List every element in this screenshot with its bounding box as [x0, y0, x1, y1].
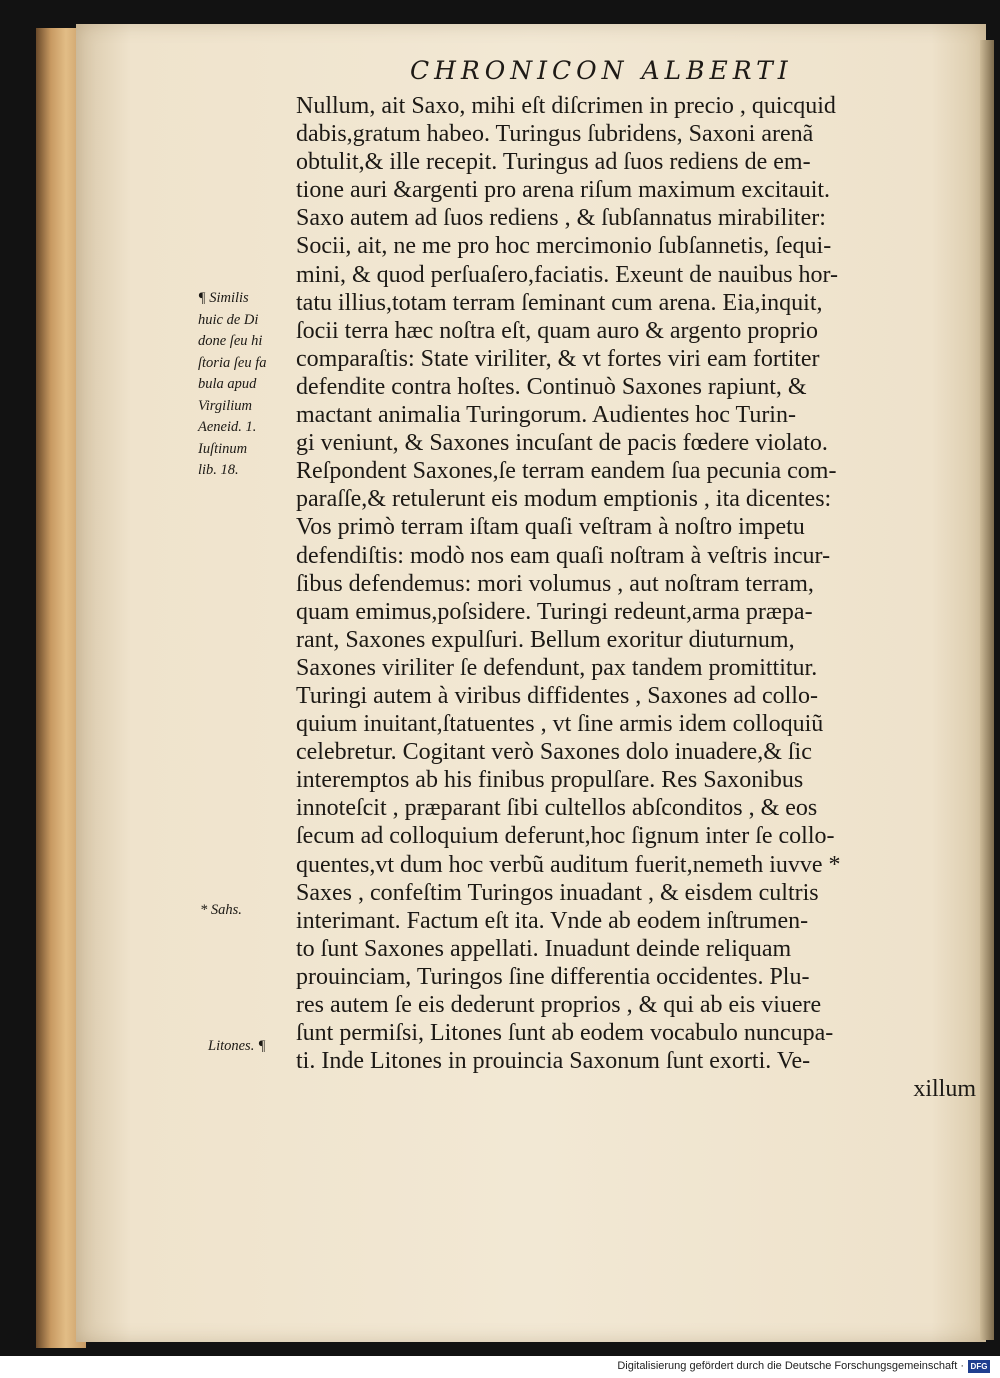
marginal-note-line: Aeneid. 1. [198, 419, 257, 435]
text-line: celebretur. Cogitant verò Saxones dolo inuadere,& ſic [296, 739, 812, 766]
text-line: quium inuitant,ſtatuentes , vt ſine armis idem colloquiũ [296, 711, 824, 738]
text-line: obtulit,& ille recepit. Turingus ad ſuos rediens de em- [296, 149, 811, 176]
catchword: xillum [913, 1076, 976, 1103]
text-line: ſecum ad colloquium deferunt,hoc ſignum inter ſe collo- [296, 823, 835, 850]
text-line: ſocii terra hæc noſtra eſt, quam auro & argento proprio [296, 317, 819, 344]
text-line: interemptos ab his finibus propulſare. Res Saxonibus [296, 767, 804, 794]
marginal-note-line: ¶ Similis [198, 290, 249, 306]
text-line: mini, & quod perſuaſero,faciatis. Exeunt de nauibus hor- [296, 261, 839, 288]
text-line: Turingi autem à viribus diffidentes , Saxones ad collo- [296, 682, 818, 709]
text-line: res autem ſe eis dederunt proprios , & qui ab eis viuere [296, 992, 822, 1018]
text-line: Socii, ait, ne me pro hoc mercimonio ſubſannetis, ſequi- [296, 233, 832, 260]
text-line: innoteſcit , præparant ſibi cultellos abſconditos , & eos [296, 795, 818, 822]
text-line: Reſpondent Saxones,ſe terram eandem ſua pecunia com- [296, 458, 837, 485]
running-head: CHRONICON ALBERTI [410, 56, 793, 85]
marginal-note-line: bula apud [198, 376, 257, 392]
text-line: Saxones viriliter ſe defendunt, pax tandem promittitur. [296, 654, 818, 681]
text-line: defendite contra hoſtes. Continuò Saxones rapiunt, & [296, 373, 807, 400]
marginal-note-line: ſtoria ſeu fa [198, 354, 267, 371]
text-line: Saxes , confeſtim Turingos inuadant , & eisdem cultris [296, 879, 819, 906]
text-line: rant, Saxones expulſuri. Bellum exoritur diuturnum, [296, 626, 795, 653]
text-line: gi veniunt, & Saxones incuſant de pacis fœdere violato. [296, 430, 828, 457]
text-line: Vos primò terram iſtam quaſi veſtram à noſtro impetu [296, 514, 805, 541]
marginal-note-line: Virgilium [198, 397, 252, 414]
dfg-logo: DFG [968, 1360, 990, 1373]
body-text [296, 92, 976, 1103]
text-line: Nullum, ait Saxo, mihi eſt diſcrimen in precio , quicquid [296, 93, 836, 119]
text-line: to ſunt Saxones appellati. Inuadunt deinde reliquam [296, 935, 792, 962]
marginal-note-litones: Litones. ¶ [208, 1038, 266, 1054]
marginal-note-line: Iuſtinum [198, 440, 248, 457]
text-line: defendiſtis: modò nos eam quaſi noſtram à veſtris incur- [296, 542, 831, 569]
marginal-note-line: done ſeu hi [198, 333, 263, 349]
text-line: ſibus defendemus: mori volumus , aut noſtram terram, [296, 570, 814, 597]
text-line: paraſſe,& retulerunt eis modum emptionis , ita dicentes: [296, 486, 832, 513]
marginal-note-similis [198, 288, 266, 482]
text-line: Saxo autem ad ſuos rediens , & ſubſannatus mirabiliter: [296, 205, 826, 232]
page-right-edge [980, 40, 994, 1340]
text-line: dabis,gratum habeo. Turingus ſubridens, Saxoni arenã [296, 121, 814, 148]
text-line: tione auri &argenti pro arena riſum maximum excitauit. [296, 177, 831, 204]
text-line: ſunt permiſsi, Litones ſunt ab eodem vocabulo nuncupa- [296, 1020, 834, 1047]
marginal-note-line: lib. 18. [198, 462, 239, 478]
footer-credit: Digitalisierung gefördert durch die Deutsche Forschungsgemeinschaft · [617, 1360, 964, 1372]
marginal-note-line: huic de Di [198, 311, 259, 328]
text-line: mactant animalia Turingorum. Audientes hoc Turin- [296, 402, 796, 429]
text-line: quam emimus,poſsidere. Turingi redeunt,arma præpa- [296, 598, 813, 625]
text-line: comparaſtis: State viriliter, & vt fortes viri eam fortiter [296, 345, 820, 372]
text-line: ti. Inde Litones in prouincia Saxonum ſunt exorti. Ve- [296, 1048, 811, 1075]
text-line: interimant. Factum eſt ita. Vnde ab eodem inſtrumen- [296, 907, 809, 934]
marginal-note-sahs: * Sahs. [200, 902, 242, 918]
text-line: prouinciam, Turingos ſine differentia occidentes. Plu- [296, 963, 810, 990]
text-line: tatu illius,totam terram ſeminant cum arena. Eia,inquit, [296, 289, 823, 316]
text-line: quentes,vt dum hoc verbũ auditum fuerit,nemeth iuvve * [296, 851, 841, 878]
